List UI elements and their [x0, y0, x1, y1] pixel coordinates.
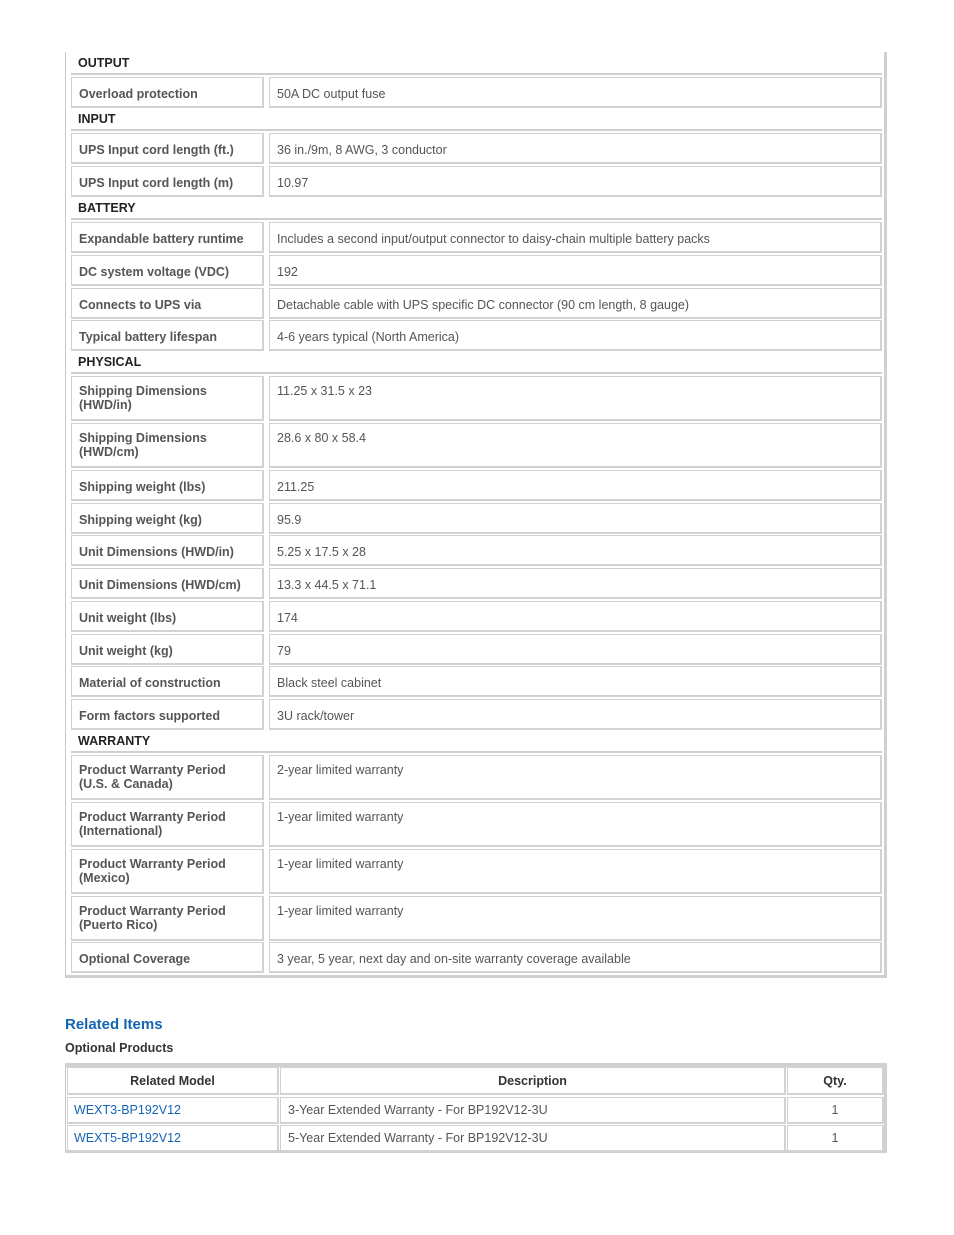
spec-value: 174: [269, 601, 882, 632]
spec-key: DC system voltage (VDC): [71, 255, 264, 286]
spec-value: 4-6 years typical (North America): [269, 320, 882, 351]
spec-key: Unit Dimensions (HWD/in): [71, 535, 264, 566]
spec-key: UPS Input cord length (m): [71, 166, 264, 197]
section-header-battery: BATTERY: [71, 197, 882, 220]
spec-value: 28.6 x 80 x 58.4: [269, 423, 882, 468]
spec-row: [71, 849, 882, 894]
spec-row: [71, 535, 882, 566]
spec-key: Optional Coverage: [71, 942, 264, 973]
spec-row: [71, 255, 882, 286]
related-items-heading: Related Items: [65, 1016, 163, 1033]
spec-row: [71, 77, 882, 108]
spec-row: [71, 601, 882, 632]
spec-key: Overload protection: [71, 77, 264, 108]
spec-key: Unit Dimensions (HWD/cm): [71, 568, 264, 599]
spec-value: 3 year, 5 year, next day and on-site warranty coverage available: [269, 942, 882, 973]
spec-key: Expandable battery runtime: [71, 222, 264, 253]
spec-key: UPS Input cord length (ft.): [71, 133, 264, 164]
spec-key: Unit weight (lbs): [71, 601, 264, 632]
spec-value: 79: [269, 634, 882, 665]
column-header-qty: Qty.: [787, 1067, 884, 1095]
spec-row: [71, 666, 882, 697]
spec-key: Product Warranty Period (Mexico): [71, 849, 264, 894]
spec-key: Product Warranty Period (International): [71, 802, 264, 847]
related-qty: 1: [787, 1125, 884, 1152]
spec-value: 13.3 x 44.5 x 71.1: [269, 568, 882, 599]
spec-row: [71, 942, 882, 973]
spec-row: [71, 376, 882, 421]
related-model-link[interactable]: WEXT3-BP192V12: [67, 1097, 279, 1124]
optional-products-subheading: Optional Products: [65, 1041, 174, 1055]
section-header-warranty: WARRANTY: [71, 730, 882, 753]
spec-value: 11.25 x 31.5 x 23: [269, 376, 882, 421]
spec-key: Product Warranty Period (Puerto Rico): [71, 896, 264, 941]
related-model-link[interactable]: WEXT5-BP192V12: [67, 1125, 279, 1152]
spec-value: 211.25: [269, 470, 882, 501]
spec-key: Shipping Dimensions (HWD/in): [71, 376, 264, 421]
section-header-input: INPUT: [71, 108, 882, 131]
spec-value: 1-year limited warranty: [269, 802, 882, 847]
spec-row: [71, 568, 882, 599]
related-items-table: [65, 1063, 887, 1153]
spec-key: Typical battery lifespan: [71, 320, 264, 351]
spec-value: 50A DC output fuse: [269, 77, 882, 108]
spec-row: [71, 896, 882, 941]
spec-row: [71, 755, 882, 800]
spec-value: 36 in./9m, 8 AWG, 3 conductor: [269, 133, 882, 164]
section-header-physical: PHYSICAL: [71, 351, 882, 374]
spec-row: [71, 802, 882, 847]
spec-key: Shipping weight (lbs): [71, 470, 264, 501]
spec-value: 5.25 x 17.5 x 28: [269, 535, 882, 566]
spec-row: [71, 320, 882, 351]
spec-value: 95.9: [269, 503, 882, 534]
spec-key: Shipping Dimensions (HWD/cm): [71, 423, 264, 468]
spec-row: [71, 222, 882, 253]
spec-value: 192: [269, 255, 882, 286]
spec-value: 1-year limited warranty: [269, 849, 882, 894]
specifications-table: [65, 52, 887, 978]
spec-row: [71, 470, 882, 501]
spec-row: [71, 133, 882, 164]
related-description: 5-Year Extended Warranty - For BP192V12-3U: [280, 1125, 786, 1152]
spec-key: Connects to UPS via: [71, 288, 264, 319]
spec-key: Material of construction: [71, 666, 264, 697]
spec-value: Includes a second input/output connector to daisy-chain multiple battery packs: [269, 222, 882, 253]
spec-row: [71, 503, 882, 534]
spec-row: [71, 634, 882, 665]
spec-row: [71, 699, 882, 730]
spec-value: 3U rack/tower: [269, 699, 882, 730]
section-header-output: OUTPUT: [71, 52, 882, 75]
spec-row: [71, 288, 882, 319]
column-header-description: Description: [280, 1067, 786, 1095]
spec-row: [71, 166, 882, 197]
spec-key: Unit weight (kg): [71, 634, 264, 665]
spec-row: [71, 423, 882, 468]
spec-value: 1-year limited warranty: [269, 896, 882, 941]
related-qty: 1: [787, 1097, 884, 1124]
spec-value: Detachable cable with UPS specific DC connector (90 cm length, 8 gauge): [269, 288, 882, 319]
spec-value: Black steel cabinet: [269, 666, 882, 697]
column-header-related-model: Related Model: [67, 1067, 279, 1095]
spec-key: Product Warranty Period (U.S. & Canada): [71, 755, 264, 800]
related-description: 3-Year Extended Warranty - For BP192V12-3U: [280, 1097, 786, 1124]
spec-key: Shipping weight (kg): [71, 503, 264, 534]
spec-value: 10.97: [269, 166, 882, 197]
spec-value: 2-year limited warranty: [269, 755, 882, 800]
spec-key: Form factors supported: [71, 699, 264, 730]
